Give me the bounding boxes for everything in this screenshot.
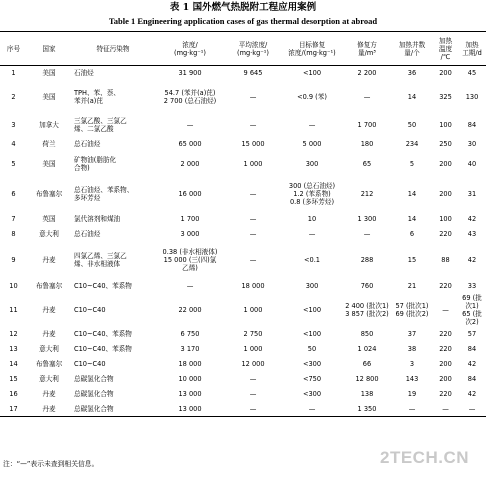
cell-concentration: — [186, 281, 194, 290]
cell-no: 14 [9, 360, 18, 368]
cell-concentration: 65 000 [178, 140, 202, 148]
cell-concentration: 13 000 [155, 402, 225, 417]
cell-no: 4 [11, 140, 16, 148]
cell-no: 3 [11, 120, 16, 129]
cell-pollutant: 总石油烃 [74, 230, 101, 238]
cell-duration: 57 [467, 329, 477, 338]
cell-target-concentration: 5 000 [302, 140, 322, 148]
cell-wells: 14 [407, 189, 417, 198]
cell-country: 美国 [42, 159, 56, 168]
cell-target-concentration: — [308, 230, 316, 238]
cell-volume: — [363, 92, 371, 101]
cell-volume: 2 400 (批次1) 3 857 (批次2) [345, 301, 389, 318]
cell-temperature: 88 [441, 255, 450, 264]
cell-pollutant: 总碳氢化合物 [74, 375, 114, 383]
watermark-logo: 2TECH.CN [380, 448, 470, 467]
cell-concentration: 3 000 [180, 230, 200, 238]
table-body [0, 66, 486, 417]
cell-avg-concentration: 12 000 [241, 360, 265, 368]
col-header-country: 国家 [27, 32, 71, 66]
cell-no: 2 [11, 92, 16, 101]
cell-wells: 36 [407, 69, 417, 78]
cell-avg-concentration: — [249, 390, 257, 398]
cell-duration: — [458, 402, 486, 417]
cell-avg-concentration: — [249, 189, 257, 198]
cell-pollutant: 石油烃 [74, 69, 94, 78]
cell-wells: 5 [409, 159, 415, 168]
cell-duration: 69 (批次1) 65 (批次2) [462, 293, 482, 326]
cell-no: 1 [11, 69, 16, 78]
table-row [0, 326, 486, 342]
cell-avg-concentration: 1 000 [243, 305, 263, 314]
cell-duration: 130 [465, 92, 479, 101]
table-row [0, 387, 486, 402]
cell-duration: 33 [467, 281, 477, 290]
col-header-concentration: 浓度/ (mg·kg⁻¹) [155, 32, 225, 66]
table-row [0, 278, 486, 294]
col-header-duration: 加热 工期/d [458, 32, 486, 66]
cell-concentration: 54.7 (苯并(a)芘) 2 700 (总石油烃) [163, 88, 217, 105]
cell-country: 布鲁塞尔 [35, 189, 63, 198]
cell-concentration: 16 000 [178, 189, 202, 198]
cell-volume: — [363, 230, 371, 238]
cell-avg-concentration: — [249, 215, 257, 223]
cell-target-concentration: <100 [302, 305, 322, 314]
cell-temperature: 325 [439, 92, 452, 101]
table-row [0, 212, 486, 227]
col-header-temperature: 加热 温度 /℃ [433, 32, 458, 66]
cell-volume: 1 024 [357, 345, 377, 353]
cell-duration: 84 [467, 375, 477, 383]
table-row [0, 81, 486, 113]
cell-temperature: 200 [439, 189, 452, 198]
cell-concentration: 0.38 (非水相液体) 15 000 (三(四)氯 乙烯) [162, 247, 218, 272]
cell-volume: 760 [360, 281, 374, 290]
cell-pollutant: 总石油烃、苯系物、 多环芳烃 [74, 185, 134, 202]
cell-temperature: 220 [439, 329, 452, 338]
cell-volume: 1 700 [357, 120, 377, 129]
table-row [0, 66, 486, 81]
cell-country: 丹麦 [42, 390, 56, 398]
cell-target-concentration: 50 [307, 345, 317, 353]
cell-volume: 65 [362, 159, 372, 168]
cell-volume: 212 [360, 189, 374, 198]
cell-country: 丹麦 [42, 329, 56, 338]
cell-no: 9 [11, 255, 16, 264]
cell-no: 7 [11, 215, 16, 223]
cell-wells: — [391, 402, 433, 417]
cell-pollutant: 三氯乙酸、三氯乙 烯、二氯乙酸 [74, 116, 127, 133]
cell-wells: 6 [409, 230, 415, 238]
cell-target-concentration: — [281, 402, 343, 417]
cell-avg-concentration: — [249, 255, 257, 264]
cell-target-concentration: 300 [305, 281, 319, 290]
cell-wells: 14 [407, 92, 417, 101]
cell-temperature: 220 [439, 230, 452, 238]
cell-no: 6 [11, 189, 16, 198]
cell-target-concentration: 300 (总石油烃) 1.2 (苯系物) 0.8 (多环芳烃) [288, 181, 336, 206]
table-header-row [0, 32, 486, 66]
table-row [0, 227, 486, 242]
cell-no: 13 [9, 345, 18, 353]
table-row [0, 372, 486, 387]
cell-country: 美国 [42, 69, 56, 78]
cell-duration: 31 [467, 189, 477, 198]
cell-concentration: 6 750 [180, 329, 200, 338]
cell-wells: 15 [407, 255, 417, 264]
cell-pollutant: TPH、苯、萘、 苯并(a)芘 [74, 88, 120, 105]
cell-target-concentration: <100 [302, 329, 322, 338]
cell-country: 丹麦 [42, 305, 56, 314]
cell-no: 15 [9, 375, 18, 383]
cell-temperature: 200 [439, 159, 452, 168]
cell-no: 5 [11, 159, 16, 168]
cell-target-concentration: — [308, 120, 316, 129]
col-header-target-concentration: 目标修复 浓度/(mg·kg⁻¹) [281, 32, 343, 66]
cell-volume: 2 200 [357, 69, 377, 78]
cell-volume: 138 [360, 390, 374, 398]
cell-wells: 50 [407, 120, 417, 129]
table-row [0, 113, 486, 137]
cell-temperature: 220 [439, 345, 452, 353]
cell-volume: 180 [360, 140, 374, 148]
cell-concentration: 2 000 [180, 159, 200, 168]
cell-country: 丹麦 [27, 402, 71, 417]
cell-no: 10 [9, 281, 18, 290]
col-header-avg-concentration: 平均浓度/ (mg·kg⁻¹) [225, 32, 281, 66]
cell-target-concentration: <0.1 [303, 255, 320, 264]
cell-country: 英国 [42, 215, 56, 223]
table-row [0, 137, 486, 152]
cell-volume: 12 800 [355, 375, 379, 383]
cell-target-concentration: <300 [302, 360, 322, 368]
cell-target-concentration: <100 [302, 69, 322, 78]
cell-wells: 19 [407, 390, 417, 398]
cell-duration: 84 [467, 345, 477, 353]
cell-wells: 37 [407, 329, 417, 338]
cell-country: 意大利 [39, 230, 59, 238]
cell-concentration: 13 000 [178, 390, 202, 398]
cell-pollutant: C10~C40 [74, 305, 106, 314]
cell-wells: 234 [405, 140, 419, 148]
cell-avg-concentration: 1 000 [243, 345, 263, 353]
cell-country: 布鲁塞尔 [35, 360, 63, 368]
cell-country: 意大利 [39, 375, 59, 383]
cell-avg-concentration: — [249, 230, 257, 238]
cell-avg-concentration: 9 645 [243, 69, 263, 78]
table-row [0, 357, 486, 372]
cell-temperature: 220 [439, 390, 452, 398]
cell-target-concentration: <750 [302, 375, 322, 383]
cell-duration: 42 [467, 360, 477, 368]
table-title-en: Table 1 Engineering application cases of gas thermal desorption at abroad [108, 16, 378, 26]
cell-no: 16 [9, 390, 18, 398]
cell-concentration: 22 000 [178, 305, 202, 314]
table-row [0, 152, 486, 176]
cell-volume: 1 350 [343, 402, 391, 417]
cell-target-concentration: <300 [302, 390, 322, 398]
table-title-cn: 表 1 国外燃气热脱附工程应用案例 [169, 2, 317, 13]
cell-wells: 57 (批次1) 69 (批次2) [395, 301, 429, 318]
cell-target-concentration: 10 [307, 215, 317, 223]
cell-duration: 45 [467, 69, 477, 78]
cell-concentration: 1 700 [180, 215, 200, 223]
cell-concentration: 10 000 [178, 375, 202, 383]
cell-pollutant: C10~C40 [74, 360, 106, 368]
cell-no: 17 [0, 402, 27, 417]
cell-concentration: 18 000 [178, 360, 202, 368]
cell-volume: 66 [362, 360, 372, 368]
cell-avg-concentration: — [249, 120, 257, 129]
table-row [0, 176, 486, 212]
cell-duration: 42 [467, 255, 477, 264]
cell-duration: 30 [467, 140, 477, 148]
col-header-wells: 加热井数 量/个 [391, 32, 433, 66]
table-row [0, 242, 486, 278]
cell-no: 12 [9, 329, 18, 338]
col-header-no: 序号 [0, 32, 27, 66]
col-header-volume: 修复方 量/m³ [343, 32, 391, 66]
cell-avg-concentration: 15 000 [241, 140, 265, 148]
cell-duration: 42 [467, 215, 477, 223]
table-row [0, 342, 486, 357]
cell-avg-concentration: — [249, 375, 257, 383]
cell-concentration: 31 900 [178, 69, 202, 78]
cell-avg-concentration: — [249, 92, 257, 101]
cell-temperature: 100 [439, 215, 452, 223]
cell-temperature: — [442, 305, 449, 314]
cell-no: 8 [11, 230, 16, 238]
cell-volume: 288 [360, 255, 374, 264]
cell-pollutant: 四氯乙烯、三氯乙 烯、非水相液体 [74, 251, 127, 268]
cell-no: 11 [9, 305, 18, 314]
cell-avg-concentration: 18 000 [241, 281, 265, 290]
cell-pollutant: 总石油烃 [74, 140, 101, 148]
cell-temperature: 250 [439, 140, 452, 148]
cell-duration: 84 [467, 120, 477, 129]
cell-country: 加拿大 [39, 120, 59, 129]
cell-country: 丹麦 [42, 255, 56, 264]
cell-concentration: 3 170 [180, 345, 200, 353]
cell-pollutant: C10~C40、苯系物 [74, 345, 132, 353]
cell-country: 美国 [42, 92, 56, 101]
cell-pollutant: 总碳氢化合物 [74, 390, 114, 398]
cell-temperature: 220 [439, 281, 452, 290]
table-row [0, 294, 486, 326]
cell-avg-concentration: 2 750 [243, 329, 263, 338]
cell-concentration: — [186, 120, 194, 129]
table-row [0, 402, 486, 417]
cell-temperature: 200 [439, 375, 452, 383]
cell-temperature: — [433, 402, 458, 417]
cell-country: 荷兰 [42, 140, 56, 148]
cell-avg-concentration: — [225, 402, 281, 417]
cell-temperature: 200 [439, 360, 452, 368]
cell-duration: 40 [467, 159, 477, 168]
cell-volume: 1 300 [357, 215, 377, 223]
cell-temperature: 200 [439, 69, 452, 78]
cell-wells: 21 [407, 281, 417, 290]
cell-pollutant: C10~C40、苯系物 [74, 281, 132, 290]
cell-temperature: 100 [439, 120, 452, 129]
cell-target-concentration: <0.9 (苯) [297, 92, 327, 101]
cell-pollutant: 矿物油(脂肪化 合物) [74, 155, 117, 172]
cell-duration: 42 [467, 390, 477, 398]
cell-duration: 43 [467, 230, 477, 238]
cell-target-concentration: 300 [305, 159, 319, 168]
cell-pollutant: 氯代溶剂和煤油 [74, 215, 121, 223]
table-note: 注：“—”表示未查到相关信息。 [3, 460, 99, 468]
cell-country: 布鲁塞尔 [35, 281, 63, 290]
cases-table [0, 31, 486, 417]
cell-wells: 38 [407, 345, 417, 353]
cell-wells: 14 [407, 215, 417, 223]
cell-pollutant: 总碳氢化合物 [71, 402, 155, 417]
cell-wells: 3 [409, 360, 415, 368]
cell-wells: 143 [405, 375, 419, 383]
cell-pollutant: C10~C40、苯系物 [74, 329, 132, 338]
col-header-pollutant: 特征污染物 [71, 32, 155, 66]
cell-avg-concentration: 1 000 [243, 159, 263, 168]
cell-country: 意大利 [39, 345, 59, 353]
cell-volume: 850 [360, 329, 374, 338]
